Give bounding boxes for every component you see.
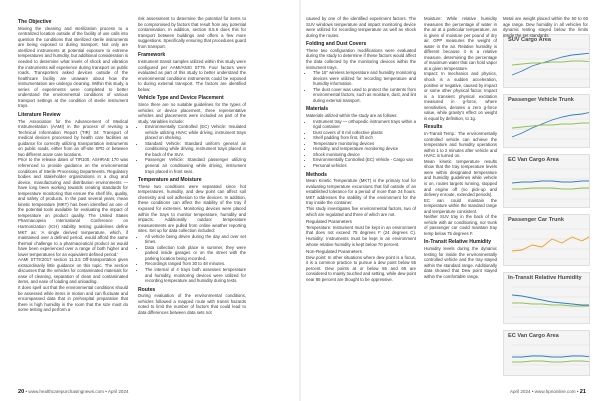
bullet-list [306,70,416,103]
chart-in-transit-relative-humidity [503,272,590,324]
section-heading: Literature Review [18,111,61,118]
paragraph: Mean kinetic temperature results show that the tray temperature levels were within designated temperature and humidity guidelines while vehicle is on, routes targets running, stopped and engine off (no pick-up and delivery enroute, extended periods). [424,158,497,198]
paragraph: Temperature: Instrument must be kept in an environment that does not exceed 75 degrees F (24 degrees C). Humidity: Instruments must be kept in an environment whose relative humidity is kept below 70 percent. [306,224,416,247]
gridlines [512,229,589,259]
bullet-list [306,119,416,169]
footer-text: April 2024 • www.hpnonline.com • [509,389,579,394]
series-line-c [512,235,589,251]
section-heading: Results [424,124,443,131]
section-heading: Routes [138,286,156,293]
list-item: • The dust cover was used to protect the contents from environmental factors, such as moisture, dust, and lint during external transport. [313,87,416,104]
section-heading: Folding and Dust Covers [306,41,367,48]
list-item: • Temperature monitoring devices [313,141,416,147]
series-line-b [512,61,589,66]
series-line-a [512,181,589,183]
paragraph: The Association for the Advancement of Medical Instrumentation (AAMI) in the process of revising a Technical Information Report (TIR) 34: Transport of medical devices processed by health care facilities as guidance for correctly utilizing transportation instruments on public roads, either from an off-site SPD or between two different acute care locations. [18,118,128,157]
gridlines [512,169,589,199]
footer-left [18,389,129,395]
list-item: • Environmentally Controlled (EC) Vehicle - Cargo van [313,157,416,163]
paragraph: AAMI ST79:2017 section 11.3.5 Off-transportation gives extraordinarily little guidance on this topic. The section discusses that the vehicles for contaminated materials for ease of cleaning, separation of clean and contaminated items, and ease of loading and unloading. [18,257,128,285]
section-heading: The Objective [18,19,52,25]
paragraph: Instrument transit samples utilized within this study were configured per AAMI/ANSI ST79. Four factors were evaluated as part of this study to better understand the environmental conditions instruments could be exposed to during external transport. The factors are identified below: [138,58,246,92]
section-heading: Temperature and Moisture [138,177,202,184]
section-heading: Methods [306,171,327,178]
paragraph: Moisture: While relative humidity measures the percentage of water in the air at a particular temperature, an is given of moisture per pound of dry air. GPP measures the weight of water in the air. Relative humidity is different because it is a relative measure, determining the percentage of maximum water that can hold vapor at a given temperature. [424,16,497,71]
bullet-list [138,124,246,174]
paragraph: Materials utilized within the study are as follows: [306,113,398,119]
list-item: • Personal vehicles [313,163,416,169]
series-line-a [512,295,589,306]
list-item: • Standard Vehicle: Standard uniform general air conditioning while driving, instrument trays placed in the back of the SUV. [145,141,246,158]
column-2 [138,16,246,316]
paragraph: This study investigates five environmental factors, two of which are regulated and three of which are not. [306,205,416,217]
paragraph: Since there are no suitable guidelines for the types of vehicles or device placement, three representative vehicles and placements were included as part of the study. Variables include: [138,101,246,124]
chart-suv-cargo-area [503,34,590,88]
column-1 [18,16,128,313]
paragraph: Neither SUV tray in the back of the vehicle with air conditioning, nor trunk of passenger car could maintain tray temp below 75 degrees F. [424,214,497,236]
column-3 [306,16,416,283]
bullet-list [138,234,246,284]
chart-title: Passenger Car Trunk [508,217,564,223]
page-number: 21 [579,389,586,395]
column-4 [424,16,497,279]
chart-title: SUV Cargo Area [508,37,552,43]
chart-title: EC Van Cargo Area [508,157,559,163]
chart-ec-van-cargo-area-2 [503,330,590,376]
chart-passenger-car-trunk [503,214,590,266]
section-heading: Framework [138,52,166,59]
series-line-b [512,123,589,128]
paragraph: Dew point: In other situations where dew point is a focus, it is a common practice to pursue a dew point below 55 percent. Dew points at or below 55 and 65 are considered to mainly touched and setting, while dew point near 85 percent are thought to be oppressive. [306,254,416,283]
list-item: • Passenger Vehicle: Standard passenger utilizing general air conditioning while driving, instrument trays placed in front seat. [145,157,246,174]
section-heading: Vehicle Type and Device Placement [138,95,224,102]
paragraph: During evaluation of the environmental conditions, vehicles followed a mapped route with transit hazards noted to limit the number of factors that could lead to data differences between data sets not [138,293,246,315]
gridlines [512,109,589,139]
paragraph: Impact: In mechanics and physics, shock is a sudden acceleration, positive or negative, caused by impact or some other physical factor. Impact is a transient physical excitation measured in g-force, where sensitivities, denotes a zero g-force value, while gravity's effect on weight is equal by definition, to 1g. [424,71,497,121]
list-item: • Recordings ranged from 30 to 48 minutes. [145,261,246,267]
column-4-top-note [503,16,588,38]
list-item: • The internal of 4 trays both assesses temperature and humidity, monitoring devices were utilized for recording temperature and humidity during tests. [145,267,246,284]
footer-right [510,389,586,395]
paragraph: These two conditions were separated since hot temperatures, humidity, and dew point can affect soil chemistry and soil adhesion to the devices. In addition, these conditions can affect the stability of the tray if exposed for extremes. Monitoring devices were placed within the trays to monitor temperature, humidity and impacts. Additionally outdoor temperature measurements are pulled from online weather reporting sites. Set up for data collection included: [138,183,246,234]
series-line-a [512,356,589,357]
list-item: • Environmentally Controlled (EC) Vehicle: Insulated vehicle utilizing HVAC while driving, instrument trays placed on shelving. [145,124,246,141]
list-item: • Shock monitoring device [313,152,416,158]
list-item: • Dust covers of 8 mil collective plastic [313,130,416,136]
paragraph: risk assessment to determine the potential for items to be compromised by factors that result from any potential contamination. In addition, section 8.5.6 does this for transport between buildings and offers a few more suggestions. Specifically ensuring that procedures guard from transport. [138,16,246,49]
paragraph: Moving the cleaning and sterilization process to a centralized location outside of the facility of use calls into question the conditions that sterilized sterile instruments are being exposed to during transport. Not only are sterilized instruments at potential exposure to extreme temperatures and humidity, but additional consideration is needed to determine what levels of shock and vibration the instruments will experience during transport on public roads. Transporters asked devices outside of the healthcare facility are unaware about how the instrumentation are undergo cleaning. Within this study, a series of experiments were completed to better understand the environmental conditions of various transport settings at the condition of sterile instrument trays. [18,25,128,109]
paragraph: These two configuration modifications were evaluated during the study to determine if these factors would affect the data collected by the monitoring devices within the instrument trays. [306,47,416,70]
page-number: 20 [18,389,25,395]
chart-ec-van-cargo-area [503,154,590,208]
paragraph: caused by one of the identified experiment factors. The SUV windows temperature and impact monitoring device were utilized for recording temperature as well as shock during the routes. [306,16,416,38]
list-item: • Humidity, and temperature monitoring device [313,146,416,152]
list-item: • The 16" wireless temperature and humidity monitoring devices were utilized for recording temperature and humidity information. [313,70,416,87]
sub-heading: Non-Regulated Parameters [306,249,362,255]
chart-title: In-Transit Relative Humidity [508,275,582,281]
list-item: • All vehicle being driven during the day and over set times. [145,234,246,245]
series-line-b [512,361,589,362]
page-gutter [299,0,301,401]
list-item: • Instrument tray — orthopedic instrument trays within a rigid container [313,119,416,130]
footer-text: • www.healthcarepurchasingnews.com • April 2024 [25,389,129,394]
paragraph: It does spell out that the environmental conditions should be assessed while items in motion and can fluctuate and encompassed data that in prehospital preparation that there is high humidity in the room that the size must do some testing and perform a [18,285,128,313]
chart-passenger-vehicle-trunk [503,94,590,148]
paragraph: Metal are weight placed within the 50 to 60 age range. Dew humidity in all vehicles for dynamic testing stayed below the limits inside the set standards. [503,16,588,38]
series-line-a [512,112,589,137]
paragraph: Prior to the release dates of TIR100, ASHRAE 170 was referenced to provide guidance on the environmental conditions of Sterile Processing Departments. Regulatory bodies and stakeholder organizations in a drug and device, manufacturing and distribution environments — have long been working towards creating standards for temperature monitoring that ensure the shelf life, quality, and safety of products. In the past several years, mean kinetic temperature (MKT) has been identified as one of the potential tools available for evaluating the impact of temperature on product quality. The United States Pharmacopeia International Conference on Harmonization (ICH) stability testing guidelines define MKT as: 'A single derived temperature, which, if maintained over a defined period, would afford the same thermal challenge to a pharmaceutical product as would have been experienced over a range of both higher and lower temperatures for an equivalent defined period.' [18,157,128,257]
paragraph: EC van could maintain the temperature within the standard range and temperature consistent. [424,197,497,214]
series-line-b [512,303,589,307]
paragraph: Mean Kinetic Temperature (MKT) is the primary tool for evaluating temperature excursions that fall outside of an established tolerance for a period of more than 24 hours. MKT addresses the stability of the environment for the tray inside the container. [306,178,416,206]
paragraph: Humidity levels during the dynamic testing for inside the environmentally controlled vehicle and the tray stayed within the standard range. Additionally data showed that Dew point stayed within the comfortable range. [424,246,497,279]
paragraph: In-Transit Temp.: The environmentally controlled vehicle can achieve the temperature and humidity operations within 1 to 2 minutes after vehicle and HVAC is turned on. [424,131,497,159]
section-heading: In-Transit Relative Humidity [424,239,492,246]
section-heading: Materials [306,106,329,113]
list-item: • Shelf padding from first, lift inch [313,135,416,141]
chart-title: EC Van Cargo Area [508,333,559,339]
list-item: • Data collection took place in summer, they were parked inside garages or on the street with the parking location being recorded. [145,245,246,262]
chart-title: Passenger Vehicle Trunk [508,97,574,103]
sub-heading: Regulated Parameters [306,219,352,225]
